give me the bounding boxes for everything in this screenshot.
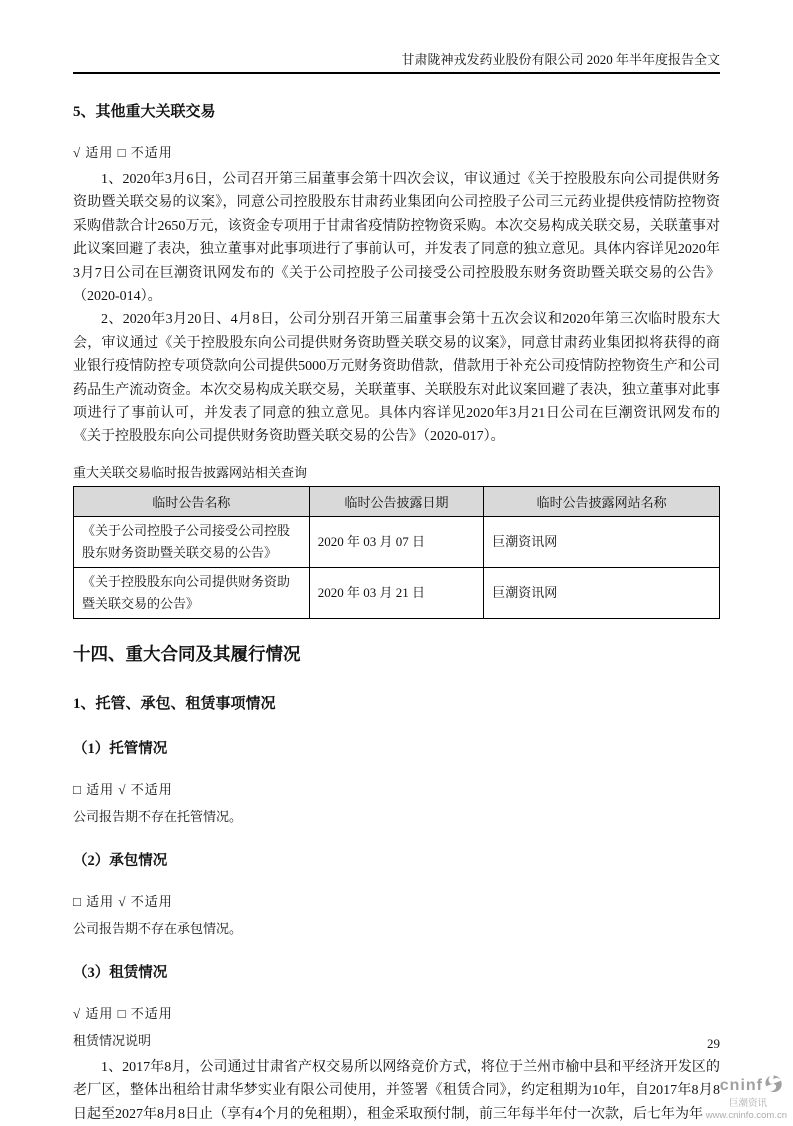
contracting-applicability: □ 适用 √ 不适用: [73, 893, 173, 909]
cell-announcement-name: 《关于公司控股子公司接受公司控股股东财务资助暨关联交易的公告》: [74, 516, 310, 567]
section-14-1-heading: 1、托管、承包、租赁事项情况: [73, 695, 276, 712]
leasing-note-label: 租赁情况说明: [73, 1032, 152, 1048]
table-row: [74, 567, 720, 618]
custody-applicability: □ 适用 √ 不适用: [73, 781, 173, 797]
leasing-applicability: √ 适用 □ 不适用: [73, 1005, 173, 1021]
cninfo-cn-name: 巨潮资讯: [728, 1097, 767, 1109]
disclosure-table-header-row: [74, 486, 720, 516]
leasing-heading: （3）租赁情况: [73, 964, 168, 981]
cell-disclosure-date: 2020 年 03 月 07 日: [309, 516, 483, 567]
section-5-paragraph-1: 1、2020年3月6日，公司召开第三届董事会第十四次会议，审议通过《关于控股股东向公司提供财务资助暨关联交易的议案》，同意公司控股股东甘肃药业集团向公司控股子公司三元药业提供疫情防控物资采购借款合计2650万元，该资金专项用于甘肃省疫情防控物资采购。本次交易构成关联交易，关联董事对此议案回避了表决，独立董事对此事项进行了事前认可，并发表了同意的独立意见。具体内容详见2020年3月7日公司在巨潮资讯网发布的《关于公司控股子公司接受公司控股股东财务资助暨关联交易的公告》（2020-014）。: [73, 172, 720, 305]
cninfo-brand-text: cninf: [719, 1077, 763, 1094]
cell-disclosure-website: 巨潮资讯网: [484, 567, 720, 618]
disclosure-table-caption: 重大关联交易临时报告披露网站相关查询: [73, 464, 308, 480]
cell-disclosure-date: 2020 年 03 月 21 日: [309, 567, 483, 618]
table-row: [74, 516, 720, 567]
page-number: 29: [707, 1036, 720, 1051]
section-5-paragraph-2: 2、2020年3月20日、4月8日，公司分别召开第三届董事会第十五次会议和2020年第三次临时股东大会，审议通过《关于控股股东向公司提供财务资助暨关联交易的议案》，同意甘肃药业集团拟将获得的商业银行疫情防控专项贷款向公司提供5000万元财务资助借款，借款用于补充公司疫情防控物资生产和公司药品生产流动资金。本次交易构成关联交易，关联董事、关联股东对此议案回避了表决，独立董事对此事项进行了事前认可，并发表了同意的独立意见。具体内容详见2020年3月21日公司在巨潮资讯网发布的《关于控股股东向公司提供财务资助暨关联交易的公告》（2020-017）。: [73, 312, 720, 445]
cninfo-logo: [675, 1074, 787, 1121]
cninfo-url: www.cninfo.com.cn: [705, 1110, 787, 1122]
swirl-icon: [764, 1074, 783, 1098]
header-announcement-name: 临时公告名称: [74, 486, 310, 516]
leasing-paragraph: 1、2017年8月，公司通过甘肃省产权交易所以网络竞价方式，将位于兰州市榆中县和平经济开发区的老厂区，整体出租给甘肃华梦实业有限公司使用，并签署《租赁合同》，约定租期为10年，自2017年8月8日起至2027年8月8日止（享有4个月的免租期），租金采取预付制，前三年每半年付一次款，后七年为年: [73, 1059, 720, 1122]
header-disclosure-date: 临时公告披露日期: [309, 486, 483, 516]
cell-disclosure-website: 巨潮资讯网: [484, 516, 720, 567]
section-5-applicability: √ 适用 □ 不适用: [73, 145, 173, 160]
contracting-heading: （2）承包情况: [73, 852, 168, 869]
custody-note: 公司报告期不存在托管情况。: [73, 808, 243, 824]
section-14-heading: 十四、重大合同及其履行情况: [73, 643, 301, 664]
custody-heading: （1）托管情况: [73, 740, 168, 757]
disclosure-table: [73, 486, 720, 619]
cell-announcement-name: 《关于控股股东向公司提供财务资助暨关联交易的公告》: [74, 567, 310, 618]
contracting-note: 公司报告期不存在承包情况。: [73, 920, 243, 936]
section-5-heading: 5、其他重大关联交易: [73, 104, 216, 120]
header-disclosure-website: 临时公告披露网站名称: [484, 486, 720, 516]
report-header-title: 甘肃陇神戎发药业股份有限公司 2020 年半年度报告全文: [73, 50, 720, 74]
